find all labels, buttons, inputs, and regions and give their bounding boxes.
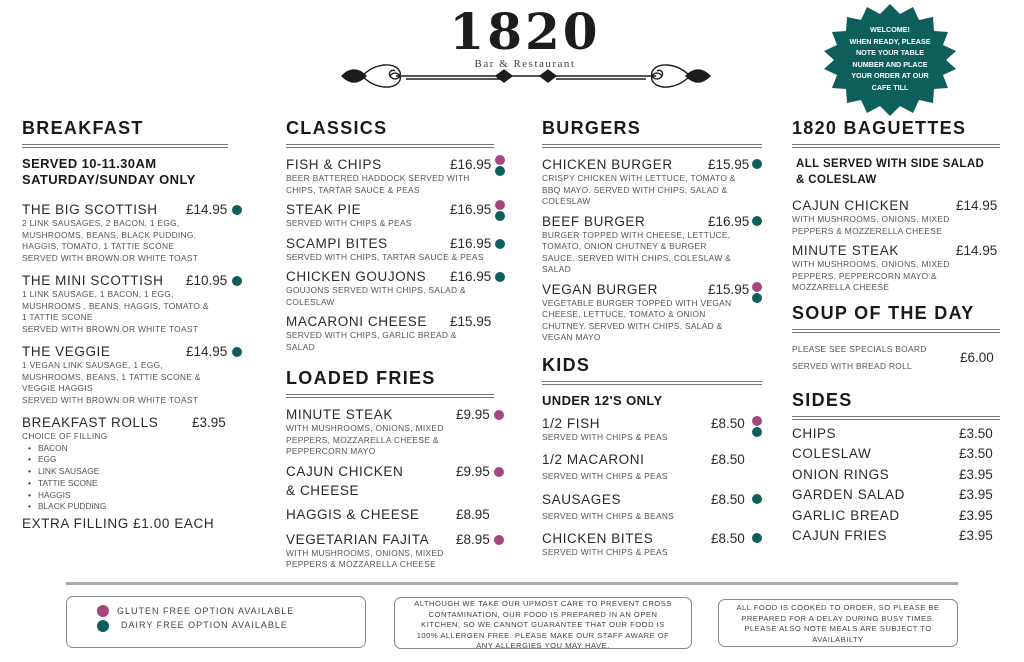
gluten-free-icon bbox=[752, 416, 762, 426]
menu-item bbox=[286, 406, 494, 458]
item-description: SERVED WITH CHIPS & BEANS bbox=[542, 510, 675, 521]
dairy-free-legend: DAIRY FREE OPTION AVAILABLE bbox=[121, 620, 288, 630]
menu-item bbox=[286, 463, 494, 499]
breakfast-title: BREAKFAST bbox=[22, 118, 144, 138]
item-price: £14.95 bbox=[956, 243, 998, 258]
item-price: £8.95 bbox=[456, 506, 490, 522]
restaurant-logo: 1820 bbox=[449, 2, 601, 61]
list-item bbox=[792, 507, 1000, 528]
item-description: SERVED WITH CHIPS & PEAS bbox=[542, 431, 668, 442]
item-price: £3.95 bbox=[192, 415, 226, 430]
baguettes-section bbox=[792, 117, 1000, 548]
item-description: WITH MUSHROOMS, ONIONS, MIXED PEPPERS, MOZZARELLA CHEESE & PEPPERCORN MAYO bbox=[286, 423, 444, 456]
item-description: WITH MUSHROOMS, ONIONS, MIXED PEPPERS & MOZZERELLA CHEESE bbox=[792, 214, 950, 236]
gluten-free-legend: GLUTEN FREE OPTION AVAILABLE bbox=[117, 606, 295, 616]
breakfast-served-times: SERVED 10-11.30AM SATURDAY/SUNDAY ONLY bbox=[22, 156, 196, 187]
list-item bbox=[792, 445, 1000, 466]
dairy-free-icon bbox=[232, 276, 242, 286]
list-item: • LINK SAUSAGE bbox=[28, 466, 228, 478]
item-price: £16.95 bbox=[450, 269, 492, 284]
item-name: MINUTE STEAK bbox=[286, 407, 393, 422]
item-name: FISH & CHIPS bbox=[286, 157, 382, 172]
menu-item bbox=[286, 235, 494, 264]
item-name: GARLIC BREAD bbox=[792, 507, 900, 523]
item-name: MINUTE STEAK bbox=[792, 243, 899, 258]
loaded-fries-title: LOADED FRIES bbox=[286, 368, 436, 388]
item-description: SERVED WITH CHIPS, TARTAR SAUCE & PEAS bbox=[286, 251, 484, 262]
list-item: • EGG bbox=[28, 454, 228, 466]
list-item: • TATTIE SCONE bbox=[28, 478, 228, 490]
dairy-free-icon bbox=[752, 216, 762, 226]
item-price: £8.50 bbox=[711, 491, 745, 507]
menu-item bbox=[286, 506, 494, 523]
gluten-free-icon bbox=[495, 155, 505, 165]
item-description: SERVED WITH CHIPS & PEAS bbox=[542, 547, 668, 557]
item-name: CAJUN CHICKEN bbox=[286, 463, 404, 479]
welcome-note: WELCOME! WHEN READY, PLEASE NOTE YOUR TABLE NUMBER AND PLACE YOUR ORDER AT OUR CAFE TILL bbox=[849, 25, 931, 92]
soup-section bbox=[792, 302, 1000, 375]
menu-item bbox=[286, 313, 494, 353]
classics-section bbox=[286, 117, 494, 577]
loaded-fries-section bbox=[286, 367, 494, 571]
item-price: £3.50 bbox=[959, 446, 993, 461]
dairy-free-icon bbox=[232, 347, 242, 357]
section-divider bbox=[792, 416, 1000, 420]
list-item bbox=[792, 527, 1000, 548]
gluten-free-icon bbox=[97, 605, 109, 617]
item-description: WITH MUSHROOMS, ONIONS, MIXED PEPPERS & MOZZARELLA CHEESE bbox=[286, 547, 444, 569]
item-name: 1/2 MACARONI bbox=[542, 452, 645, 467]
welcome-starburst bbox=[822, 4, 958, 116]
dairy-free-icon bbox=[752, 293, 762, 303]
item-price: £6.00 bbox=[960, 349, 994, 365]
gluten-free-icon bbox=[494, 535, 504, 545]
item-description: CHOICE OF FILLING bbox=[22, 431, 108, 441]
burgers-section bbox=[542, 117, 762, 565]
menu-item bbox=[542, 415, 762, 444]
item-price: £16.95 bbox=[708, 213, 750, 229]
dairy-free-icon bbox=[752, 494, 762, 504]
item-name: CHIPS bbox=[792, 425, 837, 441]
section-divider bbox=[286, 394, 494, 398]
list-item: • HAGGIS bbox=[28, 490, 228, 502]
menu-item bbox=[22, 414, 228, 513]
item-name: BREAKFAST ROLLS bbox=[22, 415, 159, 430]
item-name: CHICKEN BITES bbox=[542, 531, 654, 546]
item-name: THE MINI SCOTTISH bbox=[22, 273, 164, 288]
menu-item bbox=[542, 213, 762, 276]
gluten-free-icon bbox=[494, 410, 504, 420]
menu-item bbox=[792, 341, 1000, 375]
item-price: £8.50 bbox=[711, 452, 745, 467]
baguettes-title: 1820 BAGUETTES bbox=[792, 118, 967, 138]
item-price: £14.95 bbox=[956, 198, 998, 213]
item-price: £16.95 bbox=[450, 235, 492, 251]
kids-subtitle: UNDER 12'S ONLY bbox=[542, 392, 663, 408]
baguettes-subtitle: ALL SERVED WITH SIDE SALAD & COLESLAW bbox=[796, 158, 985, 186]
soup-title: SOUP OF THE DAY bbox=[792, 302, 975, 323]
item-description: VEGETABLE BURGER TOPPED WITH VEGAN CHEESE, LETTUCE, TOMATO & ONION CHUTNEY. SERVED WITH CHIPS, SALAD & VEGAN MAYO bbox=[542, 297, 732, 342]
list-item bbox=[792, 466, 1000, 487]
item-price: £9.95 bbox=[456, 407, 490, 422]
item-price: £16.95 bbox=[450, 202, 492, 217]
item-price: £14.95 bbox=[186, 344, 228, 359]
item-description: CRISPY CHICKEN WITH LETTUCE, TOMATO & BBQ MAYO. SERVED WITH CHIPS, SALAD & COLESLAW bbox=[542, 173, 736, 206]
menu-item bbox=[22, 343, 228, 406]
dairy-free-icon bbox=[232, 205, 242, 215]
item-price: £15.95 bbox=[708, 281, 750, 297]
dairy-free-icon bbox=[752, 159, 762, 169]
item-name: CAJUN FRIES bbox=[792, 528, 888, 543]
item-description: GOUJONS SERVED WITH CHIPS, SALAD & COLESLAW bbox=[286, 285, 466, 307]
item-price: £14.95 bbox=[186, 202, 228, 217]
allergen-note: ALTHOUGH WE TAKE OUR UPMOST CARE TO PREVENT CROSS CONTAMINATION, OUR FOOD IS PREPARED IN AN OPEN KITCHEN, SO WE CANNOT GUARANTEE THAT OUR FOOD IS 100% ALLERGEN FREE. PLEASE MAKE OUR STAFF AWARE OF ANY ALLERGIES YOU MAY HAVE. bbox=[394, 597, 692, 649]
dairy-free-icon bbox=[752, 427, 762, 437]
dairy-free-icon bbox=[97, 620, 109, 632]
gluten-free-icon bbox=[494, 467, 504, 477]
item-name: CHICKEN BURGER bbox=[542, 157, 673, 172]
menu-item bbox=[22, 272, 228, 335]
item-name: CHICKEN GOUJONS bbox=[286, 269, 427, 284]
sides-section bbox=[792, 389, 1000, 548]
classics-title: CLASSICS bbox=[286, 118, 388, 138]
item-name: SCAMPI BITES bbox=[286, 235, 388, 251]
item-name: MACARONI CHEESE bbox=[286, 314, 428, 329]
item-price: £8.50 bbox=[711, 415, 745, 431]
dairy-free-icon bbox=[495, 239, 505, 249]
breakfast-section bbox=[22, 117, 228, 532]
section-divider bbox=[792, 329, 1000, 333]
item-name: STEAK PIE bbox=[286, 202, 362, 217]
sides-title: SIDES bbox=[792, 389, 853, 410]
extra-filling-note: EXTRA FILLING £1.00 EACH bbox=[22, 516, 215, 532]
item-description: SERVED WITH CHIPS & PEAS bbox=[286, 218, 412, 228]
gluten-free-icon bbox=[752, 282, 762, 292]
gluten-free-icon bbox=[495, 200, 505, 210]
menu-item bbox=[542, 491, 762, 523]
section-divider bbox=[792, 144, 1000, 148]
item-price: £3.95 bbox=[959, 466, 993, 482]
list-item: • BACON bbox=[28, 443, 228, 455]
dairy-free-icon bbox=[495, 166, 505, 176]
item-description: BEER BATTERED HADDOCK SERVED WITH CHIPS, TARTAR SAUCE & PEAS bbox=[286, 173, 470, 195]
dietary-legend bbox=[66, 596, 366, 648]
menu-item bbox=[22, 201, 228, 264]
menu-item bbox=[792, 242, 1000, 294]
menu-item bbox=[792, 197, 1000, 237]
item-name: BEEF BURGER bbox=[542, 213, 646, 229]
item-name: GARDEN SALAD bbox=[792, 487, 905, 502]
item-description: BURGER TOPPED WITH CHEESE, LETTUCE, TOMATO, ONION CHUTNEY & BURGER SAUCE. SERVED WITH CHIPS, COLESLAW & SALAD bbox=[542, 229, 732, 274]
item-name: THE VEGGIE bbox=[22, 344, 111, 359]
item-price: £8.50 bbox=[711, 531, 745, 546]
filling-list bbox=[28, 443, 228, 514]
menu-item bbox=[542, 530, 762, 559]
dairy-free-icon bbox=[495, 211, 505, 221]
item-name: HAGGIS & CHEESE bbox=[286, 506, 420, 522]
item-price: £9.95 bbox=[456, 463, 490, 479]
list-item: • BLACK PUDDING bbox=[28, 501, 228, 513]
menu-item bbox=[542, 281, 762, 344]
menu-item bbox=[542, 156, 762, 208]
item-description: SERVED WITH CHIPS & PEAS bbox=[542, 471, 668, 481]
section-divider bbox=[542, 381, 762, 385]
ornament-divider-icon bbox=[336, 56, 716, 98]
item-description: 2 LINK SAUSAGES, 2 BACON, 1 EGG, MUSHROOMS, BEANS, BLACK PUDDING, HAGGIS, TOMATO, 1 TATTIE SCONE SERVED WITH BROWN OR WHITE TOAST bbox=[22, 218, 199, 263]
item-price: £3.95 bbox=[959, 528, 993, 543]
menu-item bbox=[286, 268, 494, 308]
dairy-free-icon bbox=[752, 533, 762, 543]
item-name: 1/2 FISH bbox=[542, 415, 601, 431]
menu-item bbox=[286, 531, 494, 571]
item-name-line2: & CHEESE bbox=[286, 482, 360, 498]
item-name: CAJUN CHICKEN bbox=[792, 198, 910, 213]
dairy-free-icon bbox=[495, 272, 505, 282]
section-divider bbox=[286, 144, 494, 148]
item-name: SAUSAGES bbox=[542, 491, 622, 507]
item-description: WITH MUSHROOMS, ONIONS, MIXED PEPPERS, PEPPERCORN MAYO & MOZZARELLA CHEESE bbox=[792, 259, 950, 292]
menu-item bbox=[542, 451, 762, 483]
item-price: £16.95 bbox=[450, 157, 492, 172]
footer-divider bbox=[66, 582, 958, 585]
item-price: £15.95 bbox=[708, 157, 750, 172]
list-item bbox=[792, 425, 1000, 446]
item-name: VEGAN BURGER bbox=[542, 281, 658, 297]
item-name: COLESLAW bbox=[792, 446, 872, 461]
cooking-note: ALL FOOD IS COOKED TO ORDER, SO PLEASE BE PREPARED FOR A DELAY DURING BUSY TIMES. PLEASE ALSO NOTE MEALS ARE SUBJECT TO AVAILABILTY bbox=[718, 599, 958, 647]
menu-item bbox=[286, 156, 494, 196]
section-divider bbox=[542, 144, 762, 148]
list-item bbox=[792, 486, 1000, 507]
item-description: 1 LINK SAUSAGE, 1 BACON, 1 EGG, MUSHROOMS , BEANS, HAGGIS, TOMATO & 1 TATTIE SCONE SERVED WITH BROWN OR WHITE TOAST bbox=[22, 289, 209, 334]
item-price: £8.95 bbox=[456, 531, 490, 547]
item-price: £10.95 bbox=[186, 273, 228, 288]
item-name: ONION RINGS bbox=[792, 466, 890, 482]
item-price: £3.95 bbox=[959, 507, 993, 523]
restaurant-subtitle: Bar & Restaurant bbox=[474, 58, 576, 70]
item-name: VEGETARIAN FAJITA bbox=[286, 531, 430, 547]
item-description: PLEASE SEE SPECIALS BOARD SERVED WITH BREAD ROLL bbox=[792, 343, 927, 371]
kids-section bbox=[542, 354, 762, 559]
item-price: £3.95 bbox=[959, 487, 993, 502]
item-price: £15.95 bbox=[450, 314, 492, 329]
burgers-title: BURGERS bbox=[542, 118, 642, 138]
item-description: 1 VEGAN LINK SAUSAGE, 1 EGG, MUSHROOMS, BEANS, 1 TATTIE SCONE & VEGGIE HAGGIS SERVED WITH BROWN OR WHITE TOAST bbox=[22, 360, 201, 405]
item-name: THE BIG SCOTTISH bbox=[22, 202, 158, 217]
kids-title: KIDS bbox=[542, 354, 591, 375]
menu-item bbox=[286, 201, 494, 230]
section-divider bbox=[22, 144, 228, 148]
item-description: SERVED WITH CHIPS, GARLIC BREAD & SALAD bbox=[286, 330, 457, 352]
item-price: £3.50 bbox=[959, 425, 993, 441]
